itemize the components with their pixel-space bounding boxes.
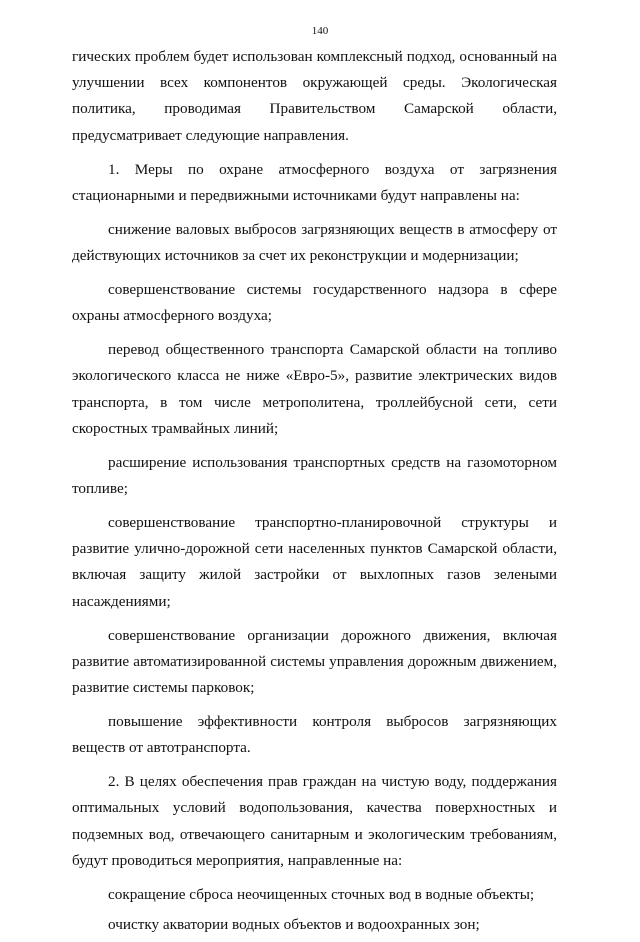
paragraph-continuation: гических проблем будет использован комплексный подход, основанный на улучшении всех компонентов окружающей среды. Экологическая политика, проводимая Правительством Самарской области, предусматривает следующие направления.: [72, 48, 557, 144]
paragraph-measure-public-transport: перевод общественного транспорта Самарской области на топливо экологического класса не ниже «Евро-5», развитие электрических видов транспорта, в том числе метрополитена, троллейбусной сети, сети скоростных трамвайных линий;: [72, 341, 557, 437]
document-body: [72, 44, 557, 942]
paragraph-measure-emission-control: повышение эффективности контроля выбросов загрязняющих веществ от автотранспорта.: [72, 713, 557, 757]
paragraph-section-2-heading: 2. В целях обеспечения прав граждан на чистую воду, поддержания оптимальных условий водопользования, качества поверхностных и подземных вод, отвечающего санитарным и экологическим требованиям, будут проводиться мероприятия, направленные на:: [72, 773, 557, 869]
paragraph-measure-water-cleanup: очистку акватории водных объектов и водоохранных зон;: [108, 916, 480, 934]
paragraph-measure-road-network: совершенствование транспортно-планировочной структуры и развитие улично-дорожной сети населенных пунктов Самарской области, включая защиту жилой застройки от выхлопных газов зелеными насаждениями;: [72, 514, 557, 610]
page-number: 140: [311, 25, 329, 37]
paragraph-section-1-heading: 1. Меры по охране атмосферного воздуха от загрязнения стационарными и передвижными источниками будут направлены на:: [72, 160, 557, 204]
paragraph-measure-state-supervision: совершенствование системы государственного надзора в сфере охраны атмосферного воздуха;: [72, 281, 557, 325]
paragraph-measure-emissions-reduction: снижение валовых выбросов загрязняющих веществ в атмосферу от действующих источников за счет их реконструкции и модернизации;: [72, 220, 557, 265]
paragraph-measure-wastewater: сокращение сброса неочищенных сточных вод в водные объекты;: [108, 885, 535, 903]
paragraph-measure-gas-fuel: расширение использования транспортных средств на газомоторном топливе;: [72, 453, 557, 498]
paragraph-measure-traffic-management: совершенствование организации дорожного движения, включая развитие автоматизированной системы управления дорожным движением, развитие системы парковок;: [72, 626, 557, 697]
